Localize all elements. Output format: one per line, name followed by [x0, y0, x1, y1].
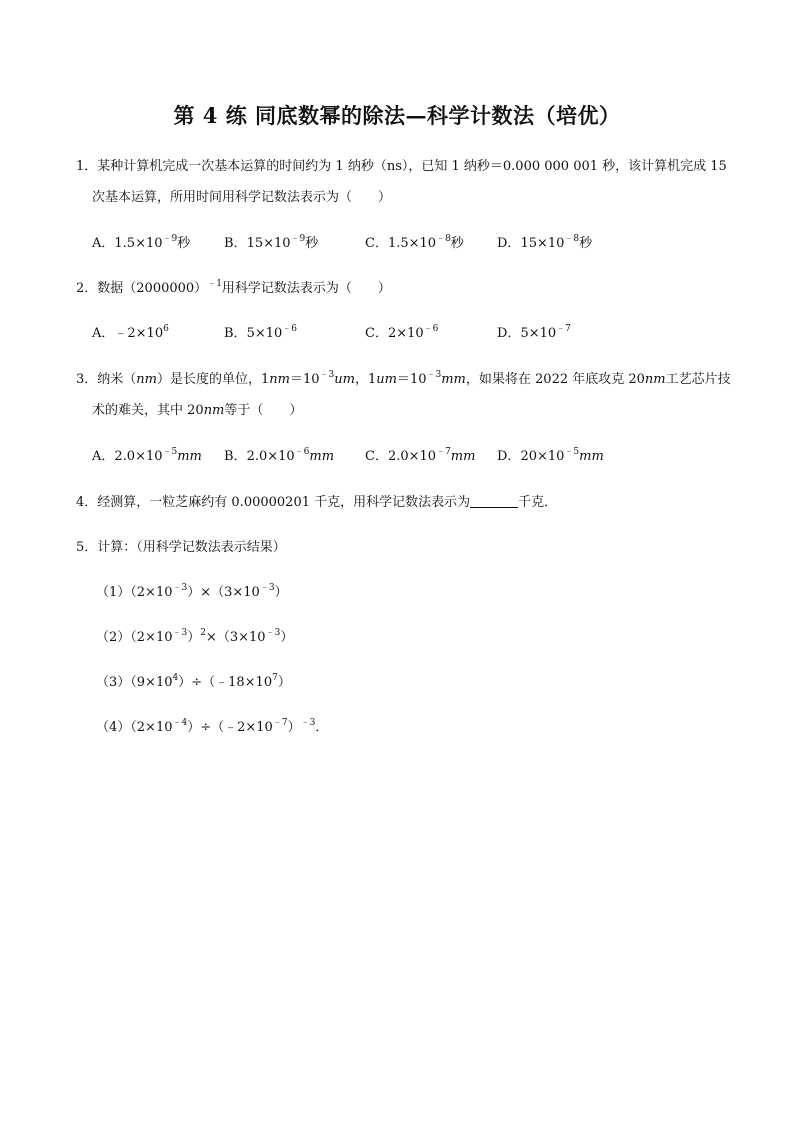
q1-option-a[interactable]: A．$1.5\times 10^{﹣9}$秒: [92, 234, 191, 251]
question-3-number: 3．: [76, 372, 98, 387]
question-5-item-3: $(3)(9\times 10^4)\div(﹣18\times 10^7)$: [96, 673, 291, 690]
question-5-number: 5．: [76, 540, 98, 555]
answer-blank[interactable]: [470, 495, 518, 508]
q3-option-a[interactable]: A．$2.0\times 10^{﹣5}mm$: [92, 447, 202, 464]
question-3-line-1: 3．纳米（nm）是长度的单位，$1nm=10^{﹣3}um$，$1um=10^{﹣3}mm$，如果将在 2022 年底攻克 20nm工艺芯片技: [76, 370, 731, 387]
question-1-text-1: 某种计算机完成一次基本运算的时间约为 1 纳秒（ns），已知 1 纳秒＝0.000 000 001 秒，该计算机完成 15: [97, 159, 727, 174]
question-4-number: 4．: [76, 495, 98, 510]
question-2-number: 2．: [76, 281, 98, 296]
question-5-line: 5．计算：（用科学记数法表示结果）: [76, 540, 286, 555]
q3-option-b[interactable]: B．$2.0\times 10^{﹣6}mm$: [224, 447, 335, 464]
q1-option-b[interactable]: B．$15\times 10^{﹣9}$秒: [224, 234, 319, 251]
question-5-item-1: $(1)(2\times 10^{﹣3})\times(3\times 10^{﹣3})$: [96, 583, 288, 600]
q3-option-d[interactable]: D．$20\times 10^{﹣5}mm$: [497, 447, 604, 464]
question-5-item-2: $(2)(2\times 10^{﹣3})^2\times(3\times 10^{﹣3})$: [96, 628, 294, 645]
q2-option-d[interactable]: D．$5\times 10^{﹣7}$: [497, 324, 571, 341]
q1-option-c[interactable]: C．$1.5\times 10^{﹣8}$秒: [365, 234, 464, 251]
question-1-number: 1．: [76, 159, 98, 174]
question-1-line-1: [76, 158, 727, 176]
q2-option-c[interactable]: C．$2\times 10^{﹣6}$: [365, 324, 439, 341]
question-5-item-4: $(4)(2\times 10^{﹣4})\div(﹣2\times 10^{﹣7})^{﹣3}$．: [96, 718, 329, 735]
question-2-line: 2．数据$(2000000)^{﹣1}$用科学记数法表示为（ ）: [76, 279, 391, 296]
q2-option-a[interactable]: A．$﹣2\times 10^6$: [92, 324, 169, 341]
question-3-line-2: 术的难关，其中 20nm等于（ ）: [92, 403, 303, 418]
question-4-line: 4．经测算，一粒芝麻约有 0.00000201 千克，用科学记数法表示为 千克．: [76, 495, 558, 510]
q1-option-d[interactable]: D．$15\times 10^{﹣8}$秒: [497, 234, 593, 251]
question-1-line-2: 次基本运算，所用时间用科学记数法表示为（ ）: [92, 190, 392, 205]
q2-option-b[interactable]: B．$5\times 10^{﹣6}$: [224, 324, 298, 341]
q3-option-c[interactable]: C．$2.0\times 10^{﹣7}mm$: [365, 447, 476, 464]
page-title: 第 4 练 同底数幂的除法—科学计数法（培优）: [173, 103, 621, 128]
